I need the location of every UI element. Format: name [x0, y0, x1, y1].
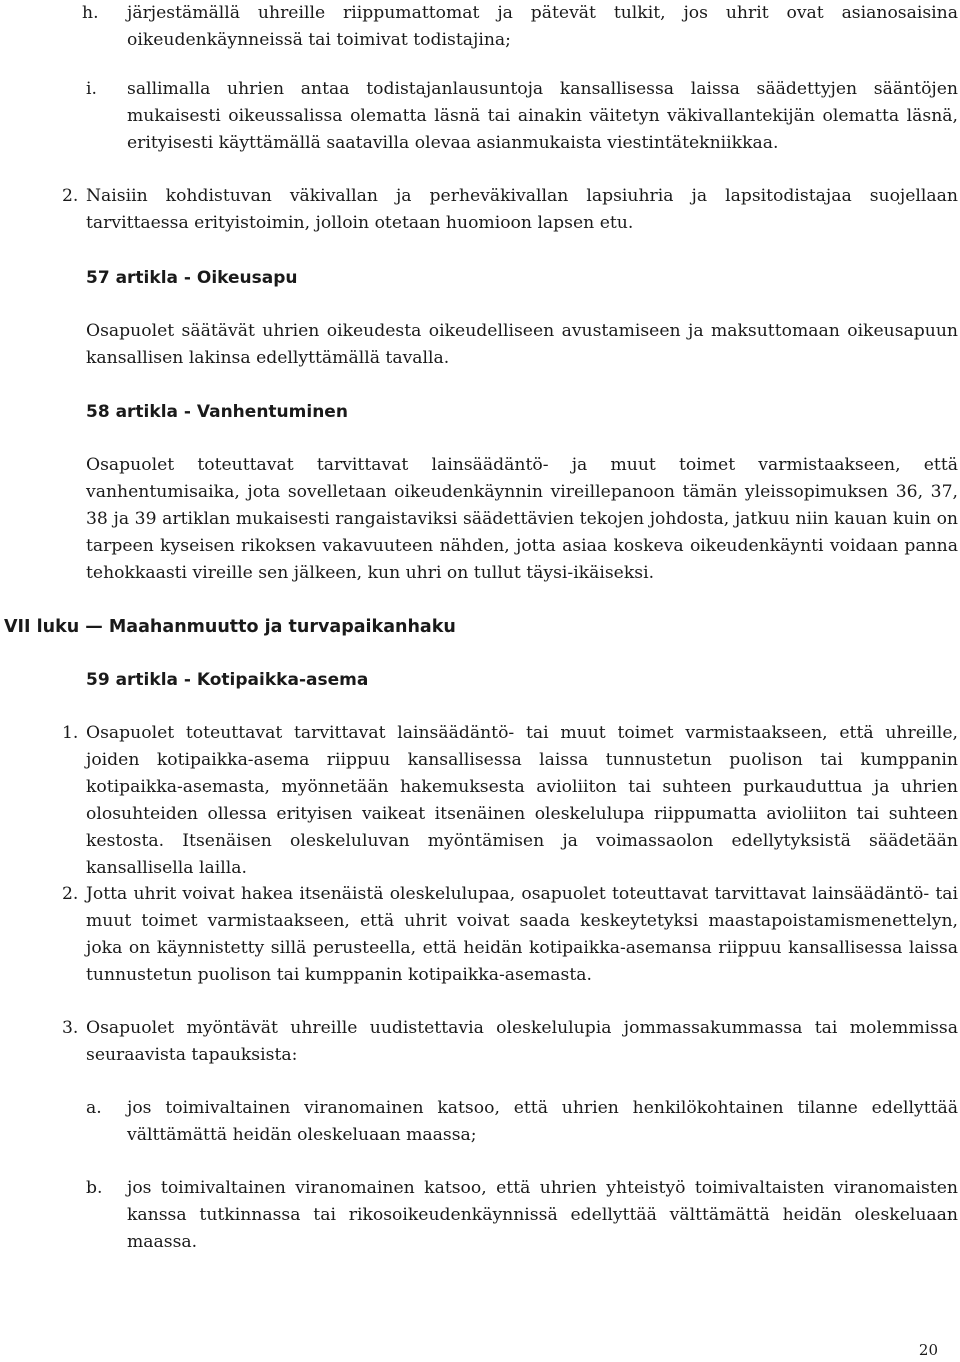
article-57-text: Osapuolet säätävät uhrien oikeudesta oikeudelliseen avustamiseen ja maksuttomaan oikeusapuun kansallisen lakinsa edellyttämällä tavalla.	[86, 321, 958, 368]
list-marker: 2.	[62, 884, 79, 904]
chapter-title: VII luku — Maahanmuutto ja turvapaikanhaku	[4, 617, 456, 637]
list-marker: 1.	[62, 723, 79, 743]
paragraph-text: Jotta uhrit voivat hakea itsenäistä oleskelulupaa, osapuolet toteuttavat tarvittavat lainsäädäntö- tai muut toimet varmistaakseen, että uhrit voivat saada keskeytetyksi maastapoistamismenettelyn, joka on käynnistetty sillä perusteella, että heidän kotipaikka-asemansa riippuu kansallisessa laissa tunnustetun puolison tai kumppanin kotipaikka-asemasta.	[86, 884, 958, 985]
list-marker: b.	[86, 1178, 103, 1198]
article-58-text: Osapuolet toteuttavat tarvittavat lainsäädäntö- ja muut toimet varmistaakseen, että vanhentumisaika, jota sovelletaan oikeudenkäynnin vireillepanoon tämän yleissopimuksen 36, 37, 38 ja 39 artiklan mukaisesti rangaistaviksi säädettävien tekojen johdosta, jatkuu niin kauan kuin on tarpeen kyseisen rikoksen vakavuuteen nähden, jotta asiaa koskeva oikeudenkäynti voidaan panna tehokkaasti vireille sen jälkeen, kun uhri on tullut täysi-ikäiseksi.	[86, 455, 958, 583]
article-57-heading: 57 artikla - Oikeusapu	[86, 268, 298, 288]
list-marker: a.	[86, 1098, 102, 1118]
list-item-text: sallimalla uhrien antaa todistajanlausuntoja kansallisessa laissa säädettyjen sääntöjen mukaisesti oikeussalissa olematta läsnä tai ainakin väitetyn väkivallantekijän olematta läsnä, erityisesti käyttämällä saatavilla olevaa asianmukaista viestintätekniikkaa.	[127, 79, 958, 153]
paragraph-text: Osapuolet myöntävät uhreille uudistettavia oleskelulupia jommassakummassa tai molemmissa seuraavista tapauksista:	[86, 1018, 958, 1065]
article-59-heading: 59 artikla - Kotipaikka-asema	[86, 670, 369, 690]
page-number: 20	[918, 1341, 938, 1359]
paragraph-text: Naisiin kohdistuvan väkivallan ja perheväkivallan lapsiuhria ja lapsitodistajaa suojellaan tarvittaessa erityistoimin, jolloin otetaan huomioon lapsen etu.	[86, 186, 958, 233]
paragraph-text: Osapuolet toteuttavat tarvittavat lainsäädäntö- tai muut toimet varmistaakseen, että uhreille, joiden kotipaikka-asema riippuu kansallisessa laissa tunnustetun puolison tai kumppanin kotipaikka-asemasta, myönnetään hakemuksesta avioliiton tai suhteen purkauduttua ja uhrien olosuhteiden ollessa erityisen vaikeat itsenäinen oleskelulupa riippumatta avioliiton tai suhteen kestosta. Itsenäisen oleskeluluvan myöntämisen ja voimassaolon edellytyksistä säädetään kansallisella lailla.	[86, 723, 958, 878]
list-marker: 3.	[62, 1018, 79, 1038]
list-marker: i.	[86, 79, 97, 99]
list-item-text: jos toimivaltainen viranomainen katsoo, että uhrien yhteistyö toimivaltaisten viranomaisten kanssa tutkinnassa tai rikosoikeudenkäynnissä edellyttää välttämättä heidän oleskeluaan maassa.	[127, 1178, 958, 1252]
list-item-text: jos toimivaltainen viranomainen katsoo, että uhrien henkilökohtainen tilanne edellyttää välttämättä heidän oleskeluaan maassa;	[127, 1098, 958, 1145]
article-58-heading: 58 artikla - Vanhentuminen	[86, 402, 348, 422]
list-marker: h.	[82, 3, 99, 23]
list-marker: 2.	[62, 186, 79, 206]
list-item-text: järjestämällä uhreille riippumattomat ja pätevät tulkit, jos uhrit ovat asianosaisina oikeudenkäynneissä tai toimivat todistajina;	[127, 3, 958, 50]
